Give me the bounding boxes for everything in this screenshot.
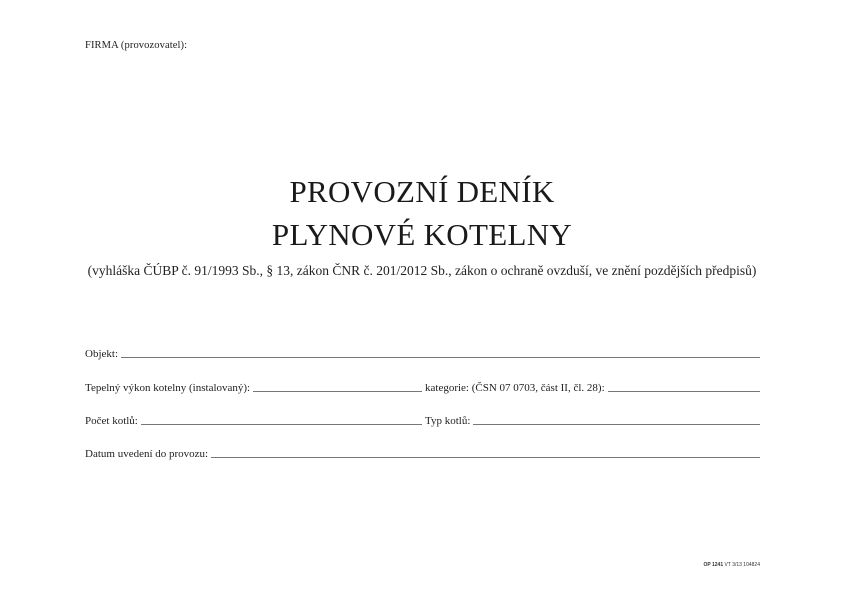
firma-label: FIRMA (provozovatel): bbox=[85, 40, 188, 51]
form-number: OP 1241 bbox=[703, 562, 724, 568]
objekt-field[interactable] bbox=[85, 348, 760, 360]
kategorie-label: kategorie: (ČSN 07 0703, část II, čl. 28): bbox=[425, 382, 605, 394]
pocet-kotlu-label: Počet kotlů: bbox=[85, 415, 138, 427]
pocet-kotlu-fill-line[interactable] bbox=[141, 424, 422, 425]
datum-uvedeni-label: Datum uvedení do provozu: bbox=[85, 448, 209, 460]
kategorie-field[interactable] bbox=[425, 382, 760, 394]
kategorie-fill-line[interactable] bbox=[608, 391, 760, 392]
legal-subtitle: (vyhláška ČÚBP č. 91/1993 Sb., § 13, zákon ČNR č. 201/2012 Sb., zákon o ochraně ovzduší, ve znění pozdějších předpisů) bbox=[87, 263, 757, 278]
typ-kotlu-field[interactable] bbox=[425, 415, 760, 427]
tepelny-vykon-fill-line[interactable] bbox=[253, 391, 422, 392]
print-code: VT 3/13 104824 bbox=[724, 562, 760, 568]
title-line-1: PROVOZNÍ DENÍK bbox=[289, 174, 555, 209]
form-code bbox=[703, 562, 760, 568]
tepelny-vykon-field[interactable] bbox=[85, 382, 422, 394]
datum-uvedeni-fill-line[interactable] bbox=[211, 457, 760, 458]
tepelny-vykon-label: Tepelný výkon kotelny (instalovaný): bbox=[85, 382, 251, 394]
typ-kotlu-fill-line[interactable] bbox=[473, 424, 760, 425]
objekt-label: Objekt: bbox=[85, 348, 118, 360]
objekt-fill-line[interactable] bbox=[121, 357, 760, 358]
pocet-kotlu-field[interactable] bbox=[85, 415, 422, 427]
title-line-2: PLYNOVÉ KOTELNY bbox=[271, 217, 573, 252]
typ-kotlu-label: Typ kotlů: bbox=[425, 415, 471, 427]
datum-uvedeni-field[interactable] bbox=[85, 448, 760, 460]
